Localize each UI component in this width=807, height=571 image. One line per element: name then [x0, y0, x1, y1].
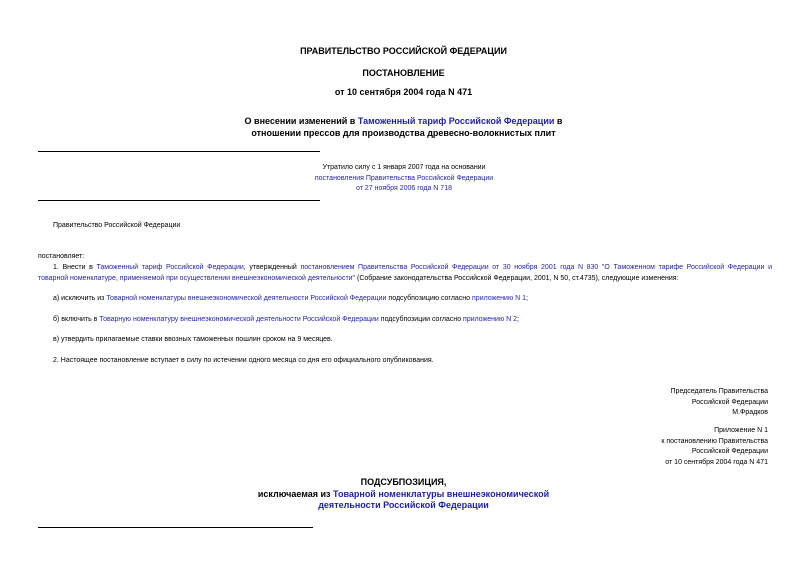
government-heading: ПРАВИТЕЛЬСТВО РОССИЙСКОЙ ФЕДЕРАЦИИ — [300, 46, 507, 56]
signature-name: М.Фрадков — [732, 409, 768, 416]
status-link-date[interactable]: от 27 ноября 2006 года N 718 — [356, 185, 452, 192]
title-prefix: О внесении изменений в — [244, 116, 358, 126]
pa-link-appendix-1[interactable]: приложению N 1 — [472, 295, 527, 302]
subtitle-link-nomenclature-cont[interactable]: деятельности Российской Федерации — [318, 500, 489, 510]
appendix-org: Российской Федерации — [691, 448, 768, 455]
document-date: от 10 сентября 2004 года N 471 — [334, 87, 473, 97]
title-suffix: в — [554, 116, 563, 126]
pa-prefix: а) исключить из — [53, 295, 107, 302]
status-link-resolution[interactable]: постановления Правительства Российской Федерации — [314, 174, 494, 182]
status-line1: Утратило силу с 1 января 2007 года на основании — [322, 164, 486, 171]
divider-footer — [38, 527, 313, 528]
status-note — [300, 163, 508, 195]
subtitle-prefix: исключаемая из — [257, 488, 334, 499]
signature-title: Председатель Правительства — [670, 388, 768, 395]
appendix-block — [661, 426, 768, 468]
subposition-heading — [0, 477, 807, 512]
p1-link-resolution-830-cont[interactable]: товарной номенклатуре, применяемой при осуществлении внешнеэкономической деятельности" — [38, 274, 356, 282]
signature-org: Российской Федерации — [691, 398, 768, 406]
appendix-ref: к постановлению Правительства — [661, 437, 768, 445]
pb-middle: подсубпозиции согласно — [378, 316, 464, 323]
document-type: ПОСТАНОВЛЕНИЕ — [362, 68, 445, 78]
subtitle-link-nomenclature[interactable]: Товарной номенклатуры внешнеэкономической — [333, 488, 550, 499]
pa-suffix: ; — [526, 295, 528, 302]
p1-suffix: (Собрание законодательства Российской Федерации, 2001, N 50, ст.4735), следующие изменения: — [355, 274, 679, 282]
pb-prefix: б) включить в — [53, 316, 100, 323]
paragraph-c: в) утвердить прилагаемые ставки ввозных таможенных пошлин сроком на 9 месяцев. — [53, 336, 333, 343]
p1-link-resolution-830[interactable]: постановлением Правительства Российской Федерации от 30 ноября 2001 года N 830 "О Таможенном тарифе Российской Федерации и — [300, 264, 772, 271]
pa-middle: подсубпозицию согласно — [386, 295, 473, 302]
pb-suffix: ; — [517, 316, 519, 323]
signature-block — [671, 387, 768, 419]
appendix-number: Приложение N 1 — [714, 427, 768, 434]
appendix-date: от 10 сентября 2004 года N 471 — [665, 458, 768, 466]
paragraph-a — [53, 294, 528, 305]
pb-link-appendix-2[interactable]: приложению N 2 — [463, 316, 518, 323]
title-line2: отношении прессов для производства древесно-волокнистых плит — [251, 128, 556, 138]
resolves-text: постановляет: — [38, 253, 85, 260]
divider-bottom — [38, 200, 320, 201]
pa-link-nomenclature[interactable]: Товарной номенклатуры внешнеэкономической деятельности Российской Федерации — [106, 295, 387, 302]
p1-prefix: 1. Внести в — [53, 264, 97, 271]
pb-link-nomenclature[interactable]: Товарную номенклатуру внешнеэкономической деятельности Российской Федерации — [99, 316, 379, 323]
paragraph-b — [53, 315, 519, 326]
title-link-customs-tariff[interactable]: Таможенный тариф Российской Федерации — [357, 116, 555, 126]
p1-link-customs-tariff[interactable]: Таможенный тариф Российской Федерации — [96, 264, 244, 271]
document-title — [0, 115, 807, 139]
paragraph-2: 2. Настоящее постановление вступает в силу по истечении одного месяца со дня его официального опубликования. — [53, 357, 434, 364]
subtitle-line1: ПОДСУБПОЗИЦИЯ, — [360, 477, 447, 487]
intro-text: Правительство Российской Федерации — [53, 222, 181, 229]
divider-top — [38, 151, 320, 152]
paragraph-1 — [38, 263, 772, 284]
p1-approved: , утвержденный — [243, 264, 301, 271]
